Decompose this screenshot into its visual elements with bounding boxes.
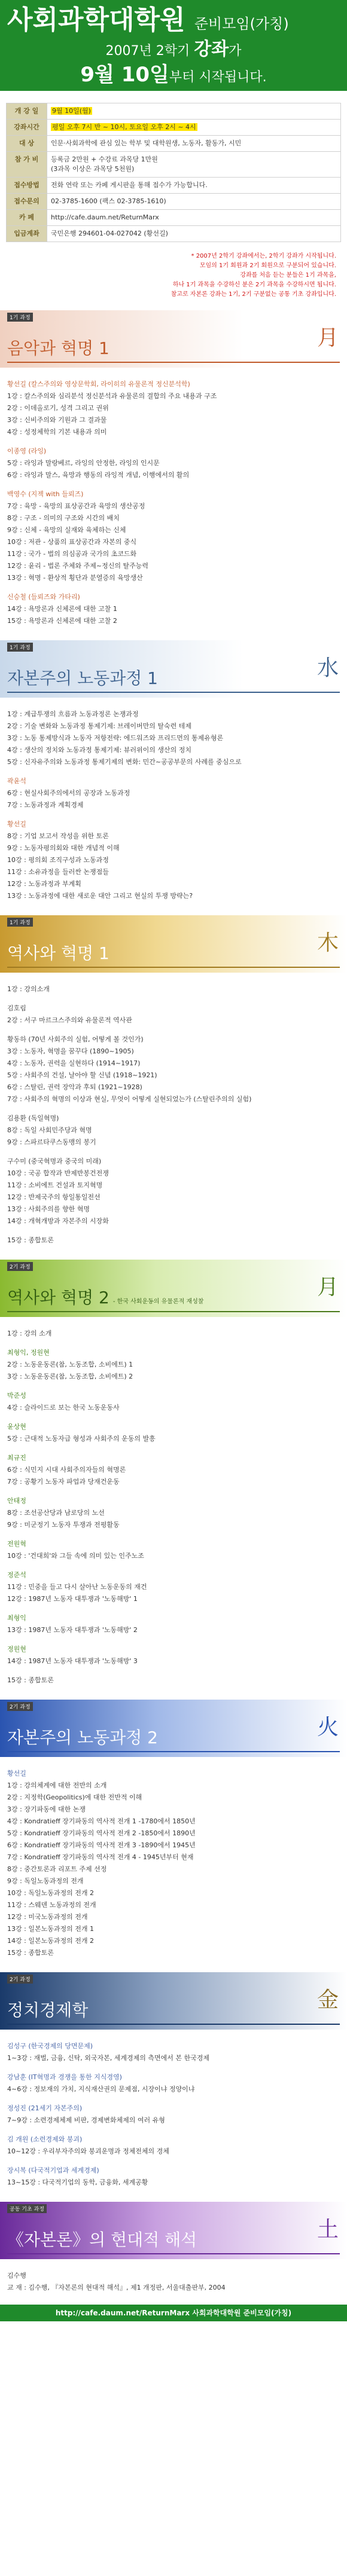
- lecture-line: 6강 : 식민지 시대 사회주의자들의 혁명론: [7, 1466, 126, 1474]
- lecture-line: 4강 : 성정체학의 기본 내용과 의미: [7, 428, 107, 436]
- section-cap1: [0, 640, 347, 904]
- lecture-line: 7~9강 : 소련경제체제 비판, 경제변화체제의 여러 유형: [7, 2116, 165, 2124]
- lecture-line: 14강 : 욕망론과 신체론에 대한 고찰 1: [7, 605, 117, 613]
- section-rule: [7, 692, 340, 693]
- lecture-line: 교 재 : 김수행, 『자본론의 현대적 해석』, 제1 개정판, 서울대출판부, 2004: [7, 2284, 226, 2291]
- lecture-line: 11강 : 민중을 들고 다시 살아난 노동운동의 재건: [7, 1583, 147, 1591]
- banner-title-main: 사회과학대학원: [7, 5, 185, 35]
- section-title: [7, 1285, 203, 1309]
- lecturer-name: 정준석: [7, 1571, 26, 1579]
- section-rule: [7, 362, 340, 363]
- info-row: [7, 136, 341, 152]
- banner-semester: 2007년 2학기: [105, 44, 190, 59]
- info-row: [7, 194, 341, 210]
- lecture-line: 6강 : 현실사회주의에서의 공장과 노동과정: [7, 789, 130, 797]
- info-value: 인문·사회과학에 관심 있는 학부 및 대학원생, 노동자, 활동가, 시민: [51, 139, 242, 147]
- lecturer-name: 최형익, 정원현: [7, 1349, 50, 1356]
- lecture-line: 3강 : 신비주의와 기원과 그 결과물: [7, 416, 107, 424]
- notes: [0, 252, 336, 300]
- lecturer-name: 김성구 (한국경제의 당면문제): [7, 2042, 93, 2050]
- lecturer-name: 황선길: [7, 820, 26, 828]
- lecturer-group: [7, 2270, 340, 2294]
- lecture-line: 12강 : 미국노동과정의 전개: [7, 1913, 88, 1921]
- lecture-line: 3강 : 노동 통제방식과 노동자 저항전략: 에드워즈와 프리드먼의 통제유형론: [7, 734, 224, 742]
- note-line: 참고로 자본론 강좌는 1기, 2기 구분없는 공통 기초 강좌입니다.: [171, 291, 336, 298]
- info-value-cell: [47, 103, 341, 120]
- lecture-line: 1강 : 강의체계에 대한 전반의 소개: [7, 1781, 107, 1789]
- lecture-line: 1강 : 계급투쟁의 흐름과 노동과정론 논쟁과정: [7, 710, 139, 718]
- lecturer-name: 안태정: [7, 1497, 26, 1505]
- section-title-text: 정치경제학: [7, 2000, 89, 2020]
- info-row: [7, 152, 341, 178]
- info-value-cell: [47, 178, 341, 194]
- lecture-line: 9강 : 독일노동과정의 전개: [7, 1877, 84, 1885]
- lecture-line: 8강 : 중간토론과 리포트 주제 선정: [7, 1865, 107, 1873]
- section-header: [0, 310, 347, 368]
- section-header: [0, 1700, 347, 1757]
- lecturer-group: [7, 2040, 340, 2064]
- weekday-glyph: 土: [316, 2217, 339, 2242]
- section-rule: [7, 2253, 340, 2254]
- lecturer-group: [7, 1113, 340, 1148]
- section-header: [0, 915, 347, 973]
- lecturer-group: [7, 1569, 340, 1605]
- lecturer-group: [7, 1003, 340, 1026]
- info-value: 9월 10일(월): [52, 107, 91, 115]
- lecturer-name: 윤상현: [7, 1423, 26, 1431]
- lecturer-group: [7, 445, 340, 481]
- banner-line2: [7, 39, 340, 62]
- info-value: 평일 오후 7시 반 ~ 10시, 토요일 오후 2시 ~ 4시: [52, 123, 196, 131]
- lecture-line: 13강 : 일본노동과정의 전개 1: [7, 1925, 94, 1933]
- lecture-line: 3강 : 장기파동에 대한 논쟁: [7, 1805, 86, 1813]
- banner-lecture: 강좌: [194, 39, 229, 60]
- lecturer-group: [7, 1234, 340, 1246]
- section-title-text: 역사와 혁명 2: [7, 1288, 109, 1307]
- lecture-line: 10강 : 저관 - 상품의 표상공간과 자본의 중식: [7, 538, 137, 546]
- section-header: [0, 1972, 347, 2030]
- lecturer-name: 김용환 (독일혁명): [7, 1114, 59, 1122]
- section-title: [7, 1997, 88, 2021]
- lecturer-name: 황선길: [7, 1770, 26, 1777]
- lecturer-group: [7, 1156, 340, 1227]
- info-key: 개 강 일: [7, 103, 47, 120]
- section-rule: [7, 1751, 340, 1752]
- lecture-line: 10강 : 독일노동과정의 전개 2: [7, 1889, 94, 1897]
- info-key: 카 페: [7, 210, 47, 226]
- lecture-line: 8강 : 조선공산당과 남로당의 노선: [7, 1509, 105, 1517]
- lecturer-name: 백영수 (지젝 with 들뢰즈): [7, 490, 84, 498]
- course-level-badge: 2기 과정: [7, 1702, 33, 1711]
- info-value-cell: [47, 210, 341, 226]
- lecturer-group: [7, 1674, 340, 1686]
- section-title: [7, 665, 158, 689]
- section-body: [0, 2259, 347, 2296]
- section-body: [0, 698, 347, 904]
- course-level-badge: 1기 과정: [7, 918, 33, 927]
- lecturer-group: [7, 378, 340, 438]
- info-key: 대 상: [7, 136, 47, 152]
- section-pol: [0, 1972, 347, 2191]
- lecturer-name: 이종영 (라잉): [7, 447, 47, 455]
- course-level-badge: 공동 기초 과정: [7, 2204, 47, 2213]
- lecture-line: 15강 : 종합토론: [7, 1676, 54, 1684]
- info-row: [7, 210, 341, 226]
- lecture-line: 13강 : 사회주의를 향한 혁명: [7, 1205, 90, 1213]
- lecture-line: 11강 : 국가 - 법의 의심공과 국가의 초코드화: [7, 550, 137, 558]
- lecture-line: 4~6강 : 정보재의 가치, 지식재산권의 문제점, 시장이냐 정양이냐: [7, 2085, 195, 2093]
- info-row: [7, 226, 341, 242]
- lecture-line: 13강 : 1987년 노동자 대투쟁과 '노동해방' 2: [7, 1626, 138, 1634]
- lecturer-group: [7, 488, 340, 584]
- weekday-glyph: 月: [316, 326, 339, 350]
- lecture-line: 14강 : 일본노동과정의 전개 2: [7, 1937, 94, 1945]
- lecturer-name: 황선길 (칼스주의와 영상문학회, 라이히의 유물론적 정신분석학): [7, 380, 190, 388]
- section-title-text: 《자본론》의 현대적 해석: [7, 2230, 197, 2250]
- lecturer-group: [7, 1328, 340, 1340]
- lecturer-name: 장시복 (다국적기업과 세계경제): [7, 2166, 99, 2174]
- lecture-line: 9강 : 신체 - 육망의 실재와 육체하는 신체: [7, 526, 126, 534]
- lecturer-group: [7, 708, 340, 768]
- lecture-line: 11강 : 스웨덴 노동과정의 전개: [7, 1901, 96, 1909]
- lecture-line: 15강 : 욕망론과 신체론에 대한 고찰 2: [7, 617, 117, 625]
- lecture-line: 1강 : 강의소개: [7, 985, 50, 993]
- lecture-line: 1~3강 : 재벌, 금융, 신탁, 외국자본, 세계경제의 측면에서 본 한국경제: [7, 2054, 210, 2062]
- section-body: [0, 2030, 347, 2191]
- lecture-line: 1강 : 강의 소개: [7, 1330, 52, 1337]
- course-level-badge: 2기 과정: [7, 1262, 33, 1271]
- section-title-text: 음악과 혁명 1: [7, 338, 109, 358]
- lecture-line: 14강 : 개혁개방과 자본주의 시장화: [7, 1217, 109, 1225]
- lecture-line: 9강 : 스파르타쿠스동맹의 봉기: [7, 1138, 96, 1146]
- lecturer-group: [7, 1347, 340, 1383]
- lecture-line: 8강 : 독일 사회민주당과 혁명: [7, 1126, 92, 1134]
- note-line: 강좌를 처음 듣는 분들은 1기 과목을,: [240, 272, 336, 279]
- lecture-line: 12강 : 윤리 - 법론 주체와 주제~정신의 탈주능력: [7, 562, 149, 570]
- section-body: [0, 1317, 347, 1689]
- banner-start-text: 부터 시작됩니다.: [169, 70, 267, 85]
- course-level-badge: 1기 과정: [7, 643, 33, 652]
- lecturer-name: 김호림: [7, 1004, 26, 1012]
- section-subtitle: - 한국 사회운동의 유물론적 재성찰: [112, 1298, 204, 1305]
- lecturer-group: [7, 1643, 340, 1667]
- lecture-line: 14강 : 1987년 노동자 대투쟁과 '노동해방' 3: [7, 1657, 138, 1665]
- info-value-cell: [47, 194, 341, 210]
- info-value-cell: [47, 120, 341, 136]
- info-value: 국민은행 294601-04-027042 (황선길): [51, 230, 168, 237]
- lecture-line: 13강 : 노동과정에 대한 새로운 대안 그리고 현실의 투쟁 방략는?: [7, 892, 193, 900]
- lecturer-name: 박준성: [7, 1392, 26, 1399]
- lecture-line: 4강 : 생산의 정치와 노동과정 통제기제: 뷰러위이의 생산의 정치: [7, 746, 192, 754]
- section-body: [0, 973, 347, 1249]
- section-title: [7, 335, 109, 359]
- info-value: 02-3785-1600 (팩스 02-3785-1610): [51, 197, 166, 205]
- banner-title: [7, 5, 340, 39]
- section-title-text: 자본주의 노동과정 2: [7, 1728, 159, 1747]
- lecture-line: 10~12강 : 우리부자주의와 붕괴운명과 정체전체의 경체: [7, 2147, 169, 2155]
- lecturer-group: [7, 1452, 340, 1488]
- section-rule: [7, 2024, 340, 2025]
- lecturer-group: [7, 1768, 340, 1959]
- note-line: 모임의 1기 회원과 2기 회원으로 구분되어 있습니다.: [199, 262, 336, 269]
- lecturer-name: 신승철 (들뢰즈와 가타리): [7, 593, 80, 601]
- lecture-line: 5강 : Kondratieff 장기파동의 역사적 전개 2 -1850에서 1890년: [7, 1829, 196, 1837]
- lecture-line: 5강 : 신자유주의와 노동과정 통제기제의 변화: 민간~공공부문의 사례를 중심으로: [7, 758, 242, 766]
- info-row: [7, 178, 341, 194]
- lecture-line: 11강 : 소유과정을 들러싼 논쟁점들: [7, 868, 109, 876]
- info-key: 접수방법: [7, 178, 47, 194]
- lecture-line: 2강 : 서구 마르크스주의와 유물론적 역사관: [7, 1016, 132, 1024]
- section-music: [0, 310, 347, 630]
- section-rule: [7, 967, 340, 968]
- lecturer-group: [7, 2134, 340, 2158]
- info-value: 등록금 2만원 + 수강료 과목당 1만원: [51, 155, 158, 163]
- section-title: [7, 2227, 197, 2251]
- lecture-line: 7강 : Kondratieff 장기파동의 역사적 전개 4 - 1945년부터 현재: [7, 1853, 194, 1861]
- lecturer-group: [7, 818, 340, 902]
- info-table: [6, 103, 341, 242]
- lecturer-group: [7, 1538, 340, 1562]
- section-hist1: [0, 915, 347, 1249]
- footer-text[interactable]: http://cafe.daum.net/ReturnMarx 사회과학대학원 준비모임(가칭): [55, 2309, 292, 2317]
- lecture-line: 5강 : 사회주의 건설, 날아야 할 신념 (1918~1921): [7, 1071, 157, 1079]
- lecturer-name: 황동하 (70년 사회주의 실험, 어떻게 볼 것인가): [7, 1035, 144, 1043]
- lecturer-group: [7, 1390, 340, 1414]
- lecture-line: 10강 : 평의회 조직구성과 노동과정: [7, 856, 109, 864]
- banner-particle: 가: [229, 44, 242, 59]
- lecturer-group: [7, 1495, 340, 1531]
- weekday-glyph: 金: [316, 1988, 339, 2012]
- section-header: [0, 640, 347, 698]
- info-value-cell: [47, 226, 341, 242]
- note-line: * 2007년 2학기 강좌에서는, 2학기 강좌가 시작됩니다.: [191, 253, 336, 259]
- lecturer-name: 정원현: [7, 1645, 26, 1653]
- lecturer-group: [7, 1421, 340, 1445]
- lecture-line: 6강 : 스탈린, 권력 장악과 후퇴 (1921~1928): [7, 1083, 142, 1091]
- info-value: 전화 연락 또는 카페 게시판을 통해 접수가 가능합니다.: [51, 181, 208, 189]
- lecturer-group: [7, 1612, 340, 1636]
- section-header: [0, 1260, 347, 1317]
- banner-title-sub: 준비모임(가칭): [194, 16, 289, 32]
- lecturer-name: 최형익: [7, 1614, 26, 1622]
- lecture-line: 6강 : Kondratieff 장기파동의 역사적 전개 3 -1890에서 1945년: [7, 1841, 196, 1849]
- info-row: [7, 103, 341, 120]
- banner-line3: [7, 62, 340, 91]
- lecture-line: 5강 : 근대적 노동자급 형성과 사회주의 운동의 발흥: [7, 1435, 156, 1443]
- lecture-line: 13강 : 혁명 - 환상적 횡단과 분열증의 육망생산: [7, 574, 143, 582]
- lecture-line: 15강 : 종합토론: [7, 1236, 54, 1244]
- info-row: [7, 120, 341, 136]
- lecture-line: 8강 : 구조 - 의미의 구조와 시간의 배치: [7, 514, 120, 522]
- section-title-text: 자본주의 노동과정 1: [7, 668, 159, 688]
- section-hist2: [0, 1260, 347, 1689]
- section-body: [0, 368, 347, 630]
- section-title: [7, 1725, 158, 1749]
- lecturer-name: 전원혁: [7, 1540, 26, 1548]
- weekday-glyph: 火: [316, 1715, 339, 1740]
- info-value[interactable]: http://cafe.daum.net/ReturnMarx: [51, 213, 159, 221]
- lecture-line: 9강 : 미군정기 노동자 투쟁과 전평활동: [7, 1521, 120, 1529]
- lecture-line: 10강 : '건대희'와 그들 속에 의미 있는 인주노조: [7, 1552, 144, 1560]
- lecture-line: 9강 : 노동자평의회와 대한 개념적 이해: [7, 844, 120, 852]
- section-title: [7, 940, 109, 964]
- info-value-extra: (3과목 이상은 과목당 5천원): [51, 165, 135, 173]
- lecturer-group: [7, 2165, 340, 2189]
- info-value-cell: [47, 152, 341, 178]
- lecture-line: 1강 : 칼스주의와 심리분석 정신분석과 유물론의 결합의 주요 내용과 구조: [7, 392, 217, 400]
- lecture-line: 13~15강 : 다국적기업의 동학, 금융화, 세계공황: [7, 2178, 148, 2186]
- lecturer-group: [7, 1034, 340, 1105]
- banner-date: 9월 10일: [80, 63, 169, 87]
- note-line: 하나 1기 과목을 수강하신 분은 2기 과목을 수강하시면 됩니다.: [172, 282, 336, 288]
- info-key: 접수문의: [7, 194, 47, 210]
- lecture-line: 2강 : 노동운동론(참, 노동조합, 소비에트) 1: [7, 1361, 133, 1368]
- lecture-line: 3강 : 노동운동론(참, 노동조합, 소비에트) 2: [7, 1373, 133, 1380]
- section-body: [0, 1757, 347, 1961]
- lecture-line: 7강 : 공황기 노동자 파업과 당재건운동: [7, 1478, 120, 1486]
- lecturer-group: [7, 983, 340, 995]
- lecturer-name: 구수미 (중국혁명과 중국의 미래): [7, 1157, 102, 1165]
- lecture-line: 5강 : 라잉과 말랑베르, 라잉의 안정한, 라잉의 인시문: [7, 459, 160, 467]
- info-key: 참 가 비: [7, 152, 47, 178]
- header-banner: [0, 0, 347, 91]
- course-level-badge: 2기 과정: [7, 1975, 33, 1984]
- lecture-line: 7강 : 육망 - 육망의 표상공간과 육망의 생산공정: [7, 502, 145, 510]
- lecturer-group: [7, 591, 340, 627]
- lecturer-name: 정성진 (21세기 자본주의): [7, 2104, 83, 2112]
- lecture-line: 4강 : 노동자, 권력을 실현하다 (1914~1917): [7, 1059, 141, 1067]
- lecturer-name: 강남훈 (IT혁명과 경쟁을 통한 지식경영): [7, 2073, 122, 2081]
- lecture-line: 2강 : 지정학(Geopolitics)에 대한 전반적 이해: [7, 1793, 142, 1801]
- info-value-cell: [47, 136, 341, 152]
- lecture-line: 6강 : 라잉과 말스, 육망과 행동의 라잉적 개념, 이행에서의 활의: [7, 471, 190, 479]
- lecture-line: 2강 : 이데올로기, 성격 그리고 권위: [7, 404, 109, 412]
- lecture-line: 7강 : 노동과정과 계획경제: [7, 801, 84, 809]
- lecturer-name: 김수행: [7, 2272, 26, 2279]
- info-key: 강좌시간: [7, 120, 47, 136]
- lecture-line: 15강 : 종합토론: [7, 1949, 54, 1957]
- lecturer-group: [7, 2103, 340, 2126]
- lecture-line: 10강 : 국공 합작과 반제반봉건전쟁: [7, 1169, 109, 1177]
- weekday-glyph: 木: [316, 931, 339, 955]
- lecture-line: 3강 : 노동자, 혁명을 꿈꾸다 (1890~1905): [7, 1047, 134, 1055]
- section-title-text: 역사와 혁명 1: [7, 943, 109, 963]
- lecture-line: 12강 : 노동과정과 부계획: [7, 880, 81, 888]
- lecture-line: 2강 : 기술 변화와 노동과정 통제기제: 브레이버만의 탈숙련 테제: [7, 722, 192, 730]
- lecturer-name: 곽윤석: [7, 777, 26, 785]
- lecture-line: 4강 : 슬라이드로 보는 한국 노동운동사: [7, 1404, 120, 1411]
- weekday-glyph: 月: [316, 1275, 339, 1300]
- lecturer-group: [7, 2071, 340, 2095]
- lecture-line: 12강 : 반제국주의 항일통일전선: [7, 1193, 101, 1201]
- lecture-line: 8강 : 기업 보고서 작성을 위한 토론: [7, 832, 109, 840]
- footer-bar: [0, 2305, 347, 2321]
- course-level-badge: 1기 과정: [7, 313, 33, 322]
- section-cap2: [0, 1700, 347, 1961]
- section-rule: [7, 1311, 340, 1312]
- lecture-line: 4강 : Kondratieff 장기파동의 역사적 전개 1 -1780에서 1850년: [7, 1817, 196, 1825]
- lecturer-name: 김 개원 (소련경제와 붕괴): [7, 2135, 83, 2143]
- lecturer-name: 최규진: [7, 1454, 26, 1462]
- lecturer-group: [7, 775, 340, 811]
- section-header: [0, 2202, 347, 2259]
- lecture-line: 12강 : 1987년 노동자 대투쟁과 '노동해방' 1: [7, 1595, 138, 1603]
- lecture-line: 7강 : 사회주의 혁명의 이상과 현실, 무엇이 어떻게 실현되었는가 (스탈린주의의 실험): [7, 1095, 252, 1103]
- info-key: 입금계좌: [7, 226, 47, 242]
- lecture-line: 11강 : 소비에트 건설과 토지혁명: [7, 1181, 103, 1189]
- weekday-glyph: 水: [316, 656, 339, 680]
- section-cap3: [0, 2202, 347, 2296]
